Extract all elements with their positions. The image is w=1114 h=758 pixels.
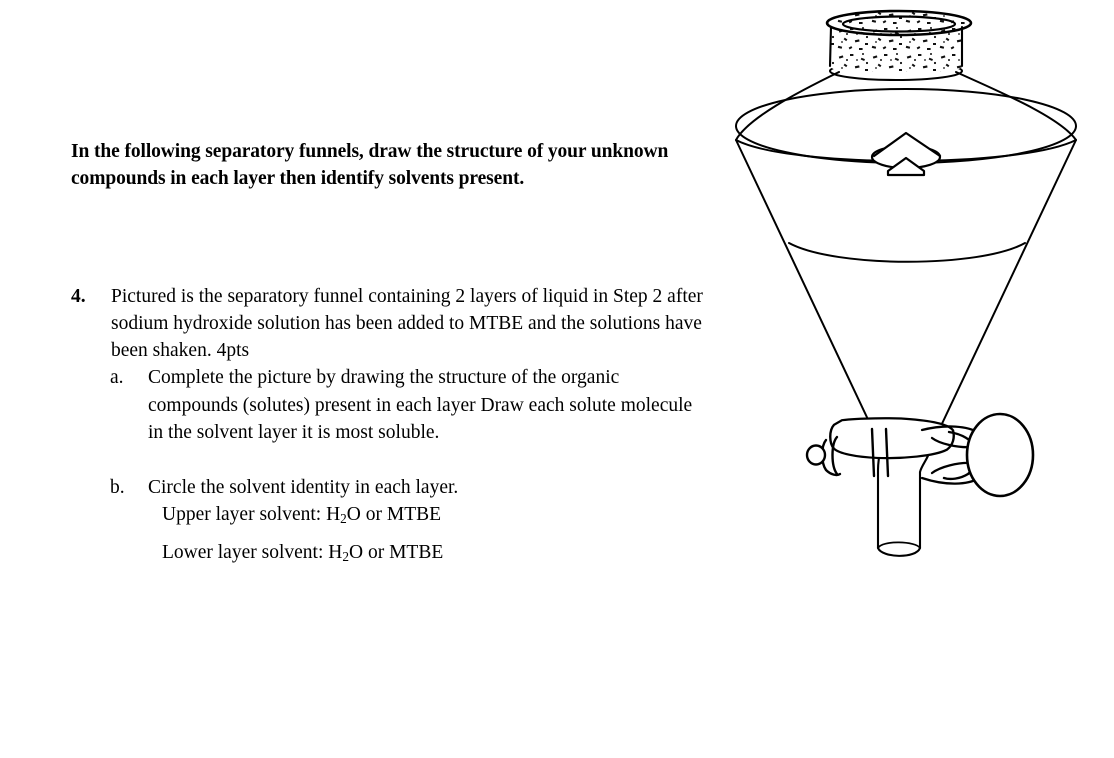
upper-layer-answer-line <box>110 501 721 532</box>
lower-layer-label: Lower layer solvent: <box>162 542 324 564</box>
drain-opening-front <box>878 548 920 556</box>
right-shoulder <box>956 72 1076 140</box>
drain-opening-back <box>878 542 920 548</box>
lower-layer-conjunction: or <box>363 542 390 564</box>
left-shoulder <box>736 72 839 140</box>
lower-layer-answer-line <box>110 539 721 570</box>
question-text: Pictured is the separatory funnel containing 2 layers of liquid in Step 2 after sodium hydroxide solution has been added to MTBE and the solutions have been shaken. 4pts <box>111 286 703 361</box>
question-block <box>71 283 721 571</box>
water-subscript: 2 <box>342 549 349 565</box>
funnel-svg <box>700 0 1114 600</box>
water-h: H <box>326 504 341 525</box>
lower-layer-option-water[interactable] <box>328 542 363 563</box>
question-number: 4. <box>71 286 86 307</box>
upper-layer-option-mtbe[interactable]: MTBE <box>386 504 442 525</box>
separatory-funnel-illustration <box>700 0 1114 600</box>
water-o: O <box>348 542 364 564</box>
sub-item-b-text: Circle the solvent identity in each layer. <box>148 476 459 498</box>
upper-layer-conjunction: or <box>360 504 387 525</box>
drain-left-wall <box>878 447 881 548</box>
stopcock-barrel[interactable] <box>830 418 954 458</box>
cone-left-side <box>736 140 881 447</box>
text-column <box>71 139 721 565</box>
marker-arrowhead <box>874 133 940 156</box>
stopcock-handle[interactable] <box>967 414 1033 496</box>
drain-tube <box>878 447 931 556</box>
lower-layer-option-mtbe[interactable]: MTBE <box>389 542 444 564</box>
upper-layer-option-water[interactable] <box>326 504 361 525</box>
question-4 <box>71 283 721 364</box>
sub-item-a <box>110 364 721 447</box>
stopper-left-edge <box>830 27 831 66</box>
upper-layer-label: Upper layer solvent: <box>162 504 322 525</box>
water-o: O <box>346 504 361 525</box>
drain-right-wall <box>920 447 931 548</box>
funnel-stopper <box>827 11 971 80</box>
cone-right-side <box>931 140 1076 447</box>
sub-item-b-body <box>148 474 693 502</box>
sub-item-list <box>71 364 721 571</box>
funnel-body <box>736 72 1076 447</box>
layer-marker <box>872 133 940 175</box>
water-h: H <box>328 542 343 564</box>
sub-item-a-letter: a. <box>110 367 124 388</box>
water-subscript: 2 <box>340 510 347 526</box>
intro-paragraph: In the following separatory funnels, draw the structure of your unknown compounds in each layer then identify solvents present. <box>71 141 669 189</box>
stopcock-knob[interactable] <box>807 446 825 465</box>
sub-item-b <box>110 474 721 502</box>
spacer <box>110 447 721 474</box>
sub-item-a-text: Complete the picture by drawing the structure of the organic compounds (solutes) present in each layer Draw each solute molecule in the solvent layer it is most soluble. <box>148 367 693 443</box>
lower-layer-line <box>789 243 1025 262</box>
sub-item-b-letter: b. <box>110 476 125 498</box>
